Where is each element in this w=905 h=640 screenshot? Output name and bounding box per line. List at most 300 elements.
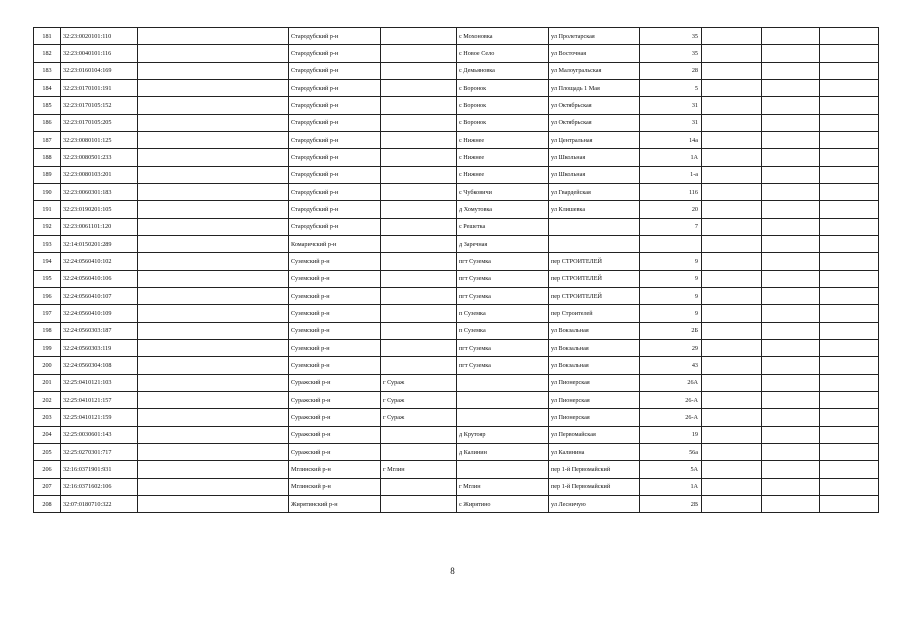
cadastral-number-cell: 32:25:0270301:717 [61,443,138,460]
table-row [34,287,879,304]
empty-cell [762,339,820,356]
row-number-cell: 188 [34,149,61,166]
empty-cell [820,305,879,322]
empty-cell [138,357,289,374]
empty-cell [138,79,289,96]
district-cell: Суземский р-н [289,270,381,287]
empty-cell [138,45,289,62]
empty-cell [702,478,762,495]
empty-cell [702,270,762,287]
house-number-cell: 56а [640,443,702,460]
city-cell [381,287,457,304]
row-number-cell: 194 [34,253,61,270]
cadastral-number-cell: 32:14:0150201:289 [61,235,138,252]
empty-cell [762,305,820,322]
row-number-cell: 197 [34,305,61,322]
empty-cell [762,374,820,391]
row-number-cell: 199 [34,339,61,356]
empty-cell [138,28,289,45]
street-cell: ул Лесничую [549,495,640,512]
empty-cell [702,201,762,218]
settlement-cell: пгт Суземка [457,339,549,356]
row-number-cell: 193 [34,235,61,252]
table-row [34,183,879,200]
city-cell [381,305,457,322]
empty-cell [138,478,289,495]
row-number-cell: 207 [34,478,61,495]
district-cell: Суземский р-н [289,357,381,374]
settlement-cell: пгт Суземка [457,253,549,270]
street-cell: ул Школьная [549,166,640,183]
city-cell [381,218,457,235]
table-row [34,357,879,374]
city-cell [381,339,457,356]
empty-cell [820,131,879,148]
city-cell: г Сураж [381,409,457,426]
district-cell: Стародубский р-н [289,218,381,235]
row-number-cell: 185 [34,97,61,114]
city-cell [381,495,457,512]
empty-cell [762,114,820,131]
settlement-cell: с Чубковичи [457,183,549,200]
row-number-cell: 204 [34,426,61,443]
house-number-cell: 9 [640,270,702,287]
street-cell: ул Восточная [549,45,640,62]
cadastral-number-cell: 32:25:0030601:143 [61,426,138,443]
empty-cell [702,357,762,374]
settlement-cell: д Заречная [457,235,549,252]
empty-cell [138,461,289,478]
street-cell: ул Вокзальная [549,322,640,339]
empty-cell [138,218,289,235]
district-cell: Стародубский р-н [289,114,381,131]
table-row [34,495,879,512]
empty-cell [138,495,289,512]
empty-cell [138,183,289,200]
house-number-cell: 9 [640,287,702,304]
empty-cell [820,322,879,339]
house-number-cell: 116 [640,183,702,200]
row-number-cell: 187 [34,131,61,148]
house-number-cell: 26-А [640,391,702,408]
house-number-cell: 9 [640,305,702,322]
empty-cell [702,131,762,148]
empty-cell [702,149,762,166]
street-cell: пер 1-й Первомайский [549,478,640,495]
empty-cell [702,235,762,252]
cadastral-number-cell: 32:23:0170101:191 [61,79,138,96]
settlement-cell: п Суземка [457,322,549,339]
empty-cell [762,357,820,374]
city-cell [381,166,457,183]
house-number-cell: 1А [640,149,702,166]
cadastral-number-cell: 32:25:0410121:103 [61,374,138,391]
empty-cell [702,495,762,512]
district-cell: Мглинский р-н [289,461,381,478]
table-row [34,62,879,79]
row-number-cell: 205 [34,443,61,460]
empty-cell [138,322,289,339]
table-row [34,235,879,252]
street-cell: ул Первомайская [549,426,640,443]
row-number-cell: 184 [34,79,61,96]
district-cell: Суземский р-н [289,287,381,304]
city-cell: г Сураж [381,391,457,408]
empty-cell [762,443,820,460]
empty-cell [820,45,879,62]
table-row [34,114,879,131]
empty-cell [762,287,820,304]
settlement-cell: с Воронок [457,97,549,114]
empty-cell [762,270,820,287]
empty-cell [820,391,879,408]
house-number-cell: 26-А [640,409,702,426]
empty-cell [702,409,762,426]
empty-cell [820,443,879,460]
table-row [34,149,879,166]
empty-cell [762,235,820,252]
settlement-cell: д Крутояр [457,426,549,443]
empty-cell [702,114,762,131]
street-cell: ул Октябрьская [549,97,640,114]
empty-cell [138,374,289,391]
cadastral-number-cell: 32:23:0080103:201 [61,166,138,183]
empty-cell [820,409,879,426]
empty-cell [138,305,289,322]
district-cell: Суземский р-н [289,322,381,339]
table-row [34,409,879,426]
empty-cell [702,391,762,408]
house-number-cell: 2Б [640,322,702,339]
row-number-cell: 182 [34,45,61,62]
row-number-cell: 192 [34,218,61,235]
empty-cell [138,235,289,252]
empty-cell [762,149,820,166]
empty-cell [702,28,762,45]
district-cell: Стародубский р-н [289,28,381,45]
empty-cell [138,426,289,443]
house-number-cell: 31 [640,97,702,114]
empty-cell [138,131,289,148]
city-cell [381,478,457,495]
empty-cell [762,183,820,200]
house-number-cell: 35 [640,45,702,62]
city-cell [381,357,457,374]
empty-cell [138,287,289,304]
empty-cell [702,218,762,235]
settlement-cell [457,374,549,391]
city-cell [381,28,457,45]
city-cell [381,114,457,131]
empty-cell [762,478,820,495]
empty-cell [702,339,762,356]
district-cell: Мглинский р-н [289,478,381,495]
empty-cell [820,79,879,96]
empty-cell [702,45,762,62]
settlement-cell: с Решетка [457,218,549,235]
row-number-cell: 200 [34,357,61,374]
table-row [34,131,879,148]
house-number-cell: 7 [640,218,702,235]
row-number-cell: 206 [34,461,61,478]
empty-cell [138,166,289,183]
street-cell [549,218,640,235]
street-cell: пер СТРОИТЕЛЕЙ [549,253,640,270]
cadastral-number-cell: 32:23:0061101:120 [61,218,138,235]
settlement-cell [457,461,549,478]
settlement-cell: с Мохоновка [457,28,549,45]
house-number-cell: 26А [640,374,702,391]
street-cell: пер 1-й Первомайский [549,461,640,478]
district-cell: Стародубский р-н [289,62,381,79]
district-cell: Жирятинский р-н [289,495,381,512]
empty-cell [762,409,820,426]
empty-cell [820,357,879,374]
settlement-cell: с Демьяновка [457,62,549,79]
cadastral-number-cell: 32:23:0170105:152 [61,97,138,114]
empty-cell [820,114,879,131]
empty-cell [820,287,879,304]
table-row [34,322,879,339]
empty-cell [138,114,289,131]
empty-cell [820,218,879,235]
empty-cell [702,253,762,270]
table-row [34,391,879,408]
empty-cell [702,322,762,339]
empty-cell [762,322,820,339]
row-number-cell: 191 [34,201,61,218]
cadastral-number-cell: 32:16:0371602:106 [61,478,138,495]
street-cell: ул Калинина [549,443,640,460]
empty-cell [702,79,762,96]
cadastral-number-cell: 32:23:0190201:105 [61,201,138,218]
empty-cell [138,97,289,114]
empty-cell [820,28,879,45]
house-number-cell: 9 [640,253,702,270]
empty-cell [702,374,762,391]
empty-cell [762,218,820,235]
district-cell: Стародубский р-н [289,131,381,148]
cadastral-number-cell: 32:23:0040101:116 [61,45,138,62]
district-cell: Стародубский р-н [289,79,381,96]
empty-cell [762,253,820,270]
settlement-cell: с Воронок [457,79,549,96]
empty-cell [762,28,820,45]
city-cell [381,235,457,252]
street-cell: пер СТРОИТЕЛЕЙ [549,270,640,287]
row-number-cell: 181 [34,28,61,45]
city-cell [381,45,457,62]
settlement-cell [457,409,549,426]
empty-cell [820,235,879,252]
empty-cell [762,391,820,408]
empty-cell [820,461,879,478]
house-number-cell: 29 [640,339,702,356]
row-number-cell: 202 [34,391,61,408]
empty-cell [762,97,820,114]
city-cell [381,322,457,339]
street-cell: ул Пионерская [549,374,640,391]
empty-cell [762,495,820,512]
street-cell: ул Пионерская [549,391,640,408]
empty-cell [702,287,762,304]
settlement-cell: п Суземка [457,305,549,322]
street-cell: ул Вокзальная [549,339,640,356]
cadastral-number-cell: 32:23:0160104:169 [61,62,138,79]
street-cell: ул Пролетарская [549,28,640,45]
empty-cell [138,391,289,408]
house-number-cell: 1А [640,478,702,495]
district-cell: Стародубский р-н [289,201,381,218]
empty-cell [702,461,762,478]
district-cell: Стародубский р-н [289,183,381,200]
empty-cell [762,131,820,148]
city-cell [381,253,457,270]
empty-cell [820,97,879,114]
cadastral-number-cell: 32:24:0560410:102 [61,253,138,270]
cadastral-number-cell: 32:07:0180710:322 [61,495,138,512]
district-cell: Суземский р-н [289,339,381,356]
table-row [34,45,879,62]
settlement-cell: с Нижнее [457,149,549,166]
settlement-cell [457,391,549,408]
street-cell: ул Клишевка [549,201,640,218]
settlement-cell: с Жирятино [457,495,549,512]
empty-cell [138,409,289,426]
settlement-cell: с Нижнее [457,166,549,183]
settlement-cell: с Новое Село [457,45,549,62]
empty-cell [702,166,762,183]
city-cell [381,183,457,200]
empty-cell [138,443,289,460]
table-row [34,97,879,114]
street-cell: ул Центральная [549,131,640,148]
empty-cell [820,149,879,166]
empty-cell [762,45,820,62]
house-number-cell: 35 [640,28,702,45]
empty-cell [820,201,879,218]
empty-cell [820,495,879,512]
settlement-cell: пгт Суземка [457,357,549,374]
house-number-cell: 20 [640,201,702,218]
table-row [34,201,879,218]
table-row [34,28,879,45]
empty-cell [138,149,289,166]
city-cell [381,62,457,79]
empty-cell [820,426,879,443]
cadastral-number-cell: 32:25:0410121:157 [61,391,138,408]
city-cell [381,97,457,114]
district-cell: Суземский р-н [289,253,381,270]
empty-cell [762,426,820,443]
district-cell: Суражский р-н [289,426,381,443]
empty-cell [702,443,762,460]
city-cell [381,131,457,148]
empty-cell [702,97,762,114]
cadastral-number-cell: 32:24:0560304:108 [61,357,138,374]
empty-cell [702,183,762,200]
row-number-cell: 203 [34,409,61,426]
city-cell [381,201,457,218]
register-table [33,27,879,513]
table-row [34,478,879,495]
settlement-cell: с Нижнее [457,131,549,148]
street-cell: ул Гвардейская [549,183,640,200]
empty-cell [702,305,762,322]
empty-cell [820,270,879,287]
table-row [34,426,879,443]
street-cell: пер Строителей [549,305,640,322]
empty-cell [138,270,289,287]
page-number: 8 [450,566,455,576]
cadastral-number-cell: 32:23:0080101:125 [61,131,138,148]
district-cell: Суражский р-н [289,374,381,391]
cadastral-number-cell: 32:24:0560410:109 [61,305,138,322]
house-number-cell: 5А [640,461,702,478]
table-row [34,166,879,183]
empty-cell [820,183,879,200]
district-cell: Стародубский р-н [289,149,381,166]
empty-cell [138,339,289,356]
settlement-cell: г Мглин [457,478,549,495]
row-number-cell: 186 [34,114,61,131]
house-number-cell: 19 [640,426,702,443]
cadastral-number-cell: 32:23:0080501:233 [61,149,138,166]
table-row [34,461,879,478]
house-number-cell: 1-а [640,166,702,183]
street-cell: пер СТРОИТЕЛЕЙ [549,287,640,304]
cadastral-number-cell: 32:24:0560303:187 [61,322,138,339]
cadastral-number-cell: 32:24:0560303:119 [61,339,138,356]
table-row [34,374,879,391]
cadastral-number-cell: 32:23:0060301:183 [61,183,138,200]
table-row [34,253,879,270]
row-number-cell: 198 [34,322,61,339]
empty-cell [820,166,879,183]
city-cell [381,149,457,166]
district-cell: Суземский р-н [289,305,381,322]
row-number-cell: 201 [34,374,61,391]
table-row [34,339,879,356]
city-cell [381,426,457,443]
table-row [34,305,879,322]
street-cell: ул Малоугральская [549,62,640,79]
empty-cell [138,201,289,218]
row-number-cell: 208 [34,495,61,512]
house-number-cell: 43 [640,357,702,374]
empty-cell [762,166,820,183]
cadastral-number-cell: 32:24:0560410:106 [61,270,138,287]
table-row [34,443,879,460]
city-cell [381,270,457,287]
district-cell: Суражский р-н [289,391,381,408]
street-cell: ул Вокзальная [549,357,640,374]
settlement-cell: с Воронок [457,114,549,131]
empty-cell [820,62,879,79]
table-body [34,28,879,513]
row-number-cell: 196 [34,287,61,304]
empty-cell [138,253,289,270]
cadastral-number-cell: 32:16:0371901:931 [61,461,138,478]
house-number-cell: 5 [640,79,702,96]
empty-cell [138,62,289,79]
cadastral-number-cell: 32:24:0560410:107 [61,287,138,304]
house-number-cell [640,235,702,252]
house-number-cell: 2В [640,495,702,512]
cadastral-number-cell: 32:23:0170105:205 [61,114,138,131]
empty-cell [702,62,762,79]
cadastral-number-cell: 32:25:0410121:159 [61,409,138,426]
